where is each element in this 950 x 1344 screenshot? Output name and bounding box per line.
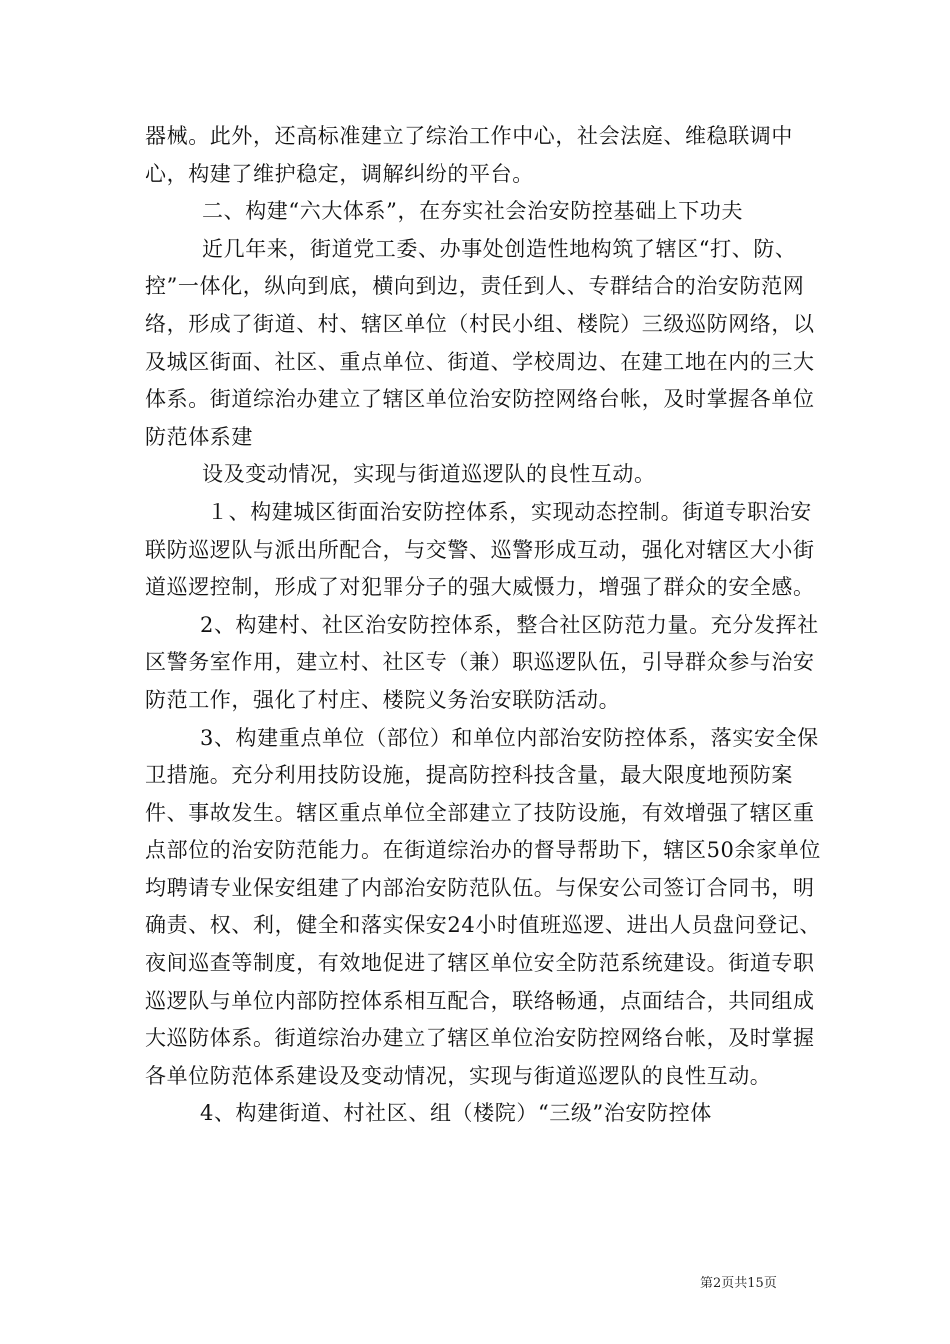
section-heading: 二、构建“六大体系”，在夯实社会治安防控基础上下功夫 bbox=[202, 199, 744, 224]
paragraph-item-4: 4、构建街道、村社区、组（楼院）“三级”治安防控体 bbox=[200, 1101, 712, 1126]
paragraph-item-3: 3、构建重点单位（部位）和单位内部治安防控体系，落实安全保卫措施。充分利用技防设施，提高防控科技含量，最大限度地预防案件、事故发生。辖区重点单位全部建立了技防设施，有效增强了辖区重点部位的治安防范能力。在街道综治办的督导帮助下，辖区50余家单位均聘请专业保安组建了内部治安防范队伍。与保安公司签订合同书，明确责、权、利，健全和落实保安24小时值班巡逻、进出人员盘问登记、夜间巡查等制度，有效地促进了辖区单位安全防范系统建设。街道专职巡逻队与单位内部防控体系相互配合，联络畅通，点面结合，共同组成大巡防体系。街道综治办建立了辖区单位治安防控网络台帐，及时掌握各单位防范体系建设及变动情况，实现与街道巡逻队的良性互动。 bbox=[145, 725, 821, 1088]
body-text bbox=[145, 118, 825, 1133]
page-number-footer: 第2页共15页 bbox=[700, 1276, 777, 1291]
paragraph-overview: 近几年来，街道党工委、办事处创造性地构筑了辖区“打、防、控”一体化，纵向到底，横向到边，责任到人、专群结合的治安防范网络，形成了街道、村、辖区单位（村民小组、楼院）三级巡防网络，以及城区街面、社区、重点单位、街道、学校周边、在建工地在内的三大体系。街道综治办建立了辖区单位治安防控网络台帐，及时掌握各单位防范体系建 bbox=[145, 236, 815, 449]
paragraph-overview-continuation: 设及变动情况，实现与街道巡逻队的良性互动。 bbox=[202, 462, 656, 487]
paragraph-item-2: 2、构建村、社区治安防控体系，整合社区防范力量。充分发挥社区警务室作用，建立村、社区专（兼）职巡逻队伍，引导群众参与治安防范工作，强化了村庄、楼院义务治安联防活动。 bbox=[145, 612, 819, 712]
paragraph-item-1: １、构建城区街面治安防控体系，实现动态控制。街道专职治安联防巡逻队与派出所配合，与交警、巡警形成互动，强化对辖区大小街道巡逻控制，形成了对犯罪分子的强大威慑力，增强了群众的安全感。 bbox=[145, 499, 815, 600]
paragraph-intro-continuation: 器械。此外，还高标准建立了综治工作中心，社会法庭、维稳联调中心，构建了维护稳定，调解纠纷的平台。 bbox=[145, 124, 793, 186]
